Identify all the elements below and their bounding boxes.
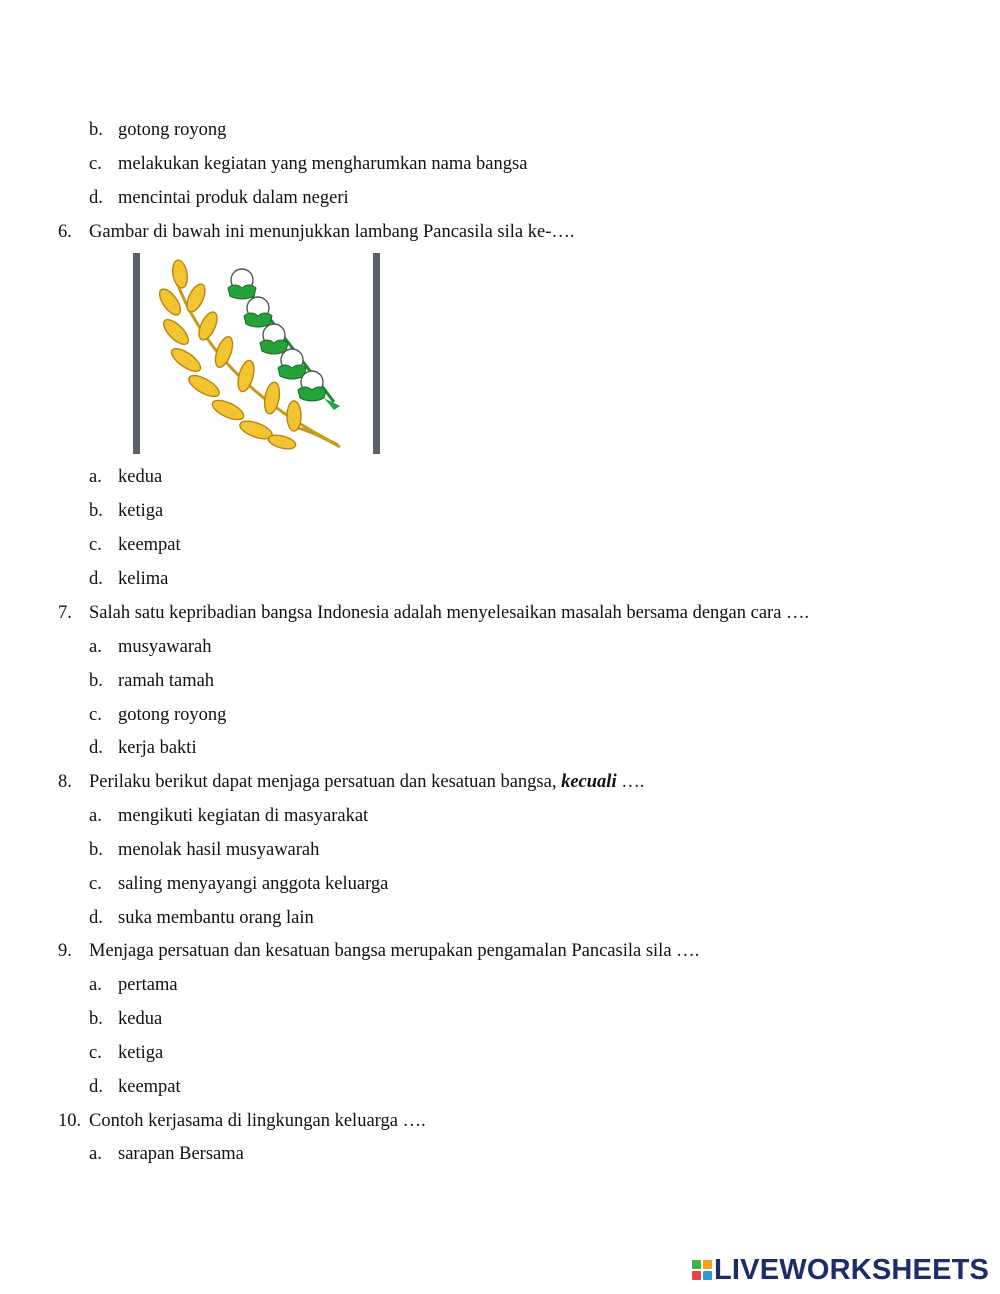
right-border-bar	[373, 253, 380, 454]
option-letter: b.	[89, 1009, 103, 1029]
option-text: menolak hasil musyawarah	[118, 840, 320, 860]
option-letter: b.	[89, 501, 103, 521]
question-text-wrap	[89, 1110, 426, 1132]
logo-grid-cell	[703, 1271, 712, 1280]
option-letter: a.	[89, 806, 102, 826]
option-letter: b.	[89, 120, 103, 140]
option-text: gotong royong	[118, 705, 227, 725]
rice-cotton-emblem-icon	[128, 250, 384, 456]
option-letter: c.	[89, 535, 102, 555]
logo-grid-cell	[692, 1271, 701, 1280]
option-text: mencintai produk dalam negeri	[118, 188, 349, 208]
option-text: sarapan Bersama	[118, 1144, 244, 1164]
question-text-wrap	[89, 771, 644, 793]
option-text: gotong royong	[118, 120, 227, 140]
option-text: saling menyayangi anggota keluarga	[118, 874, 389, 894]
option-letter: b.	[89, 671, 103, 691]
option-text: pertama	[118, 975, 178, 995]
option-letter: c.	[89, 1043, 102, 1063]
option-letter: d.	[89, 188, 103, 208]
option-letter: a.	[89, 467, 102, 487]
option-letter: b.	[89, 840, 103, 860]
option-text: mengikuti kegiatan di masyarakat	[118, 806, 369, 826]
option-letter: c.	[89, 154, 102, 174]
question-text: Menjaga persatuan dan kesatuan bangsa merupakan pengamalan Pancasila sila ….	[89, 941, 700, 961]
question-number: 8.	[58, 772, 72, 792]
option-text: melakukan kegiatan yang mengharumkan nama bangsa	[118, 154, 528, 174]
question-text-wrap	[89, 602, 809, 624]
option-letter: a.	[89, 637, 102, 657]
question-number: 6.	[58, 222, 72, 242]
question-text-wrap	[89, 221, 575, 243]
emphasis-word: kecuali	[561, 772, 617, 792]
option-letter: d.	[89, 569, 103, 589]
question-tail: ….	[621, 772, 645, 792]
option-text: musyawarah	[118, 637, 212, 657]
option-text: ramah tamah	[118, 671, 215, 691]
question-text-wrap	[89, 940, 699, 962]
question-text: Gambar di bawah ini menunjukkan lambang Pancasila sila ke-….	[89, 222, 575, 242]
option-letter: d.	[89, 908, 103, 928]
option-letter: c.	[89, 874, 102, 894]
logo-wordmark: LIVEWORKSHEETS	[714, 1253, 990, 1286]
option-letter: a.	[89, 975, 102, 995]
question-number: 9.	[58, 941, 72, 961]
question-text: Contoh kerjasama di lingkungan keluarga ….	[89, 1111, 426, 1131]
option-text: kelima	[118, 569, 169, 589]
option-text: kerja bakti	[118, 738, 197, 758]
option-letter: a.	[89, 1144, 102, 1164]
logo-grid-cell	[692, 1260, 701, 1269]
logo-grid-icon	[692, 1260, 712, 1280]
question-number: 7.	[58, 603, 72, 623]
option-text: kedua	[118, 1009, 163, 1029]
option-letter: d.	[89, 738, 103, 758]
question-text: Salah satu kepribadian bangsa Indonesia adalah menyelesaikan masalah bersama dengan cara ….	[89, 603, 810, 623]
option-text: keempat	[118, 1077, 181, 1097]
option-letter: c.	[89, 705, 102, 725]
option-letter: d.	[89, 1077, 103, 1097]
question-text: Perilaku berikut dapat menjaga persatuan dan kesatuan bangsa,	[89, 772, 557, 792]
left-border-bar	[133, 253, 140, 454]
option-text: kedua	[118, 467, 163, 487]
option-text: suka membantu orang lain	[118, 908, 314, 928]
option-text: ketiga	[118, 1043, 164, 1063]
liveworksheets-logo	[692, 1254, 989, 1286]
option-text: ketiga	[118, 501, 164, 521]
logo-grid-cell	[703, 1260, 712, 1269]
question-number: 10.	[58, 1111, 82, 1131]
option-text: keempat	[118, 535, 181, 555]
